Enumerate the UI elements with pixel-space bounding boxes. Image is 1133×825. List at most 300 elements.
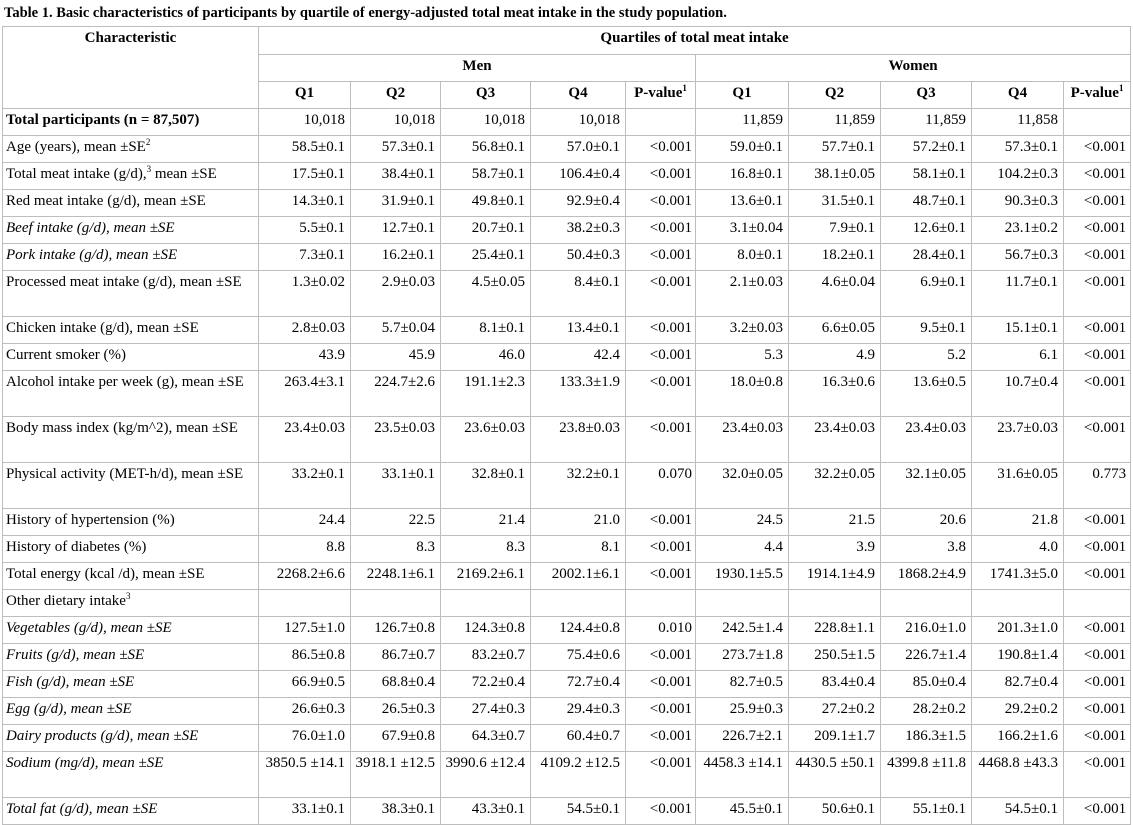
men-q1-cell: 33.2±0.1 — [259, 463, 351, 509]
women-pvalue-cell: <0.001 — [1064, 798, 1131, 825]
men-pvalue-cell — [626, 109, 696, 136]
women-pvalue-cell: <0.001 — [1064, 752, 1131, 798]
row-label-suffix: mean ±SE — [151, 166, 217, 182]
women-q3-cell: 32.1±0.05 — [881, 463, 972, 509]
men-q3-cell: 64.3±0.7 — [441, 725, 531, 752]
women-q2-cell: 57.7±0.1 — [789, 136, 881, 163]
men-q1-cell — [259, 590, 351, 617]
men-q4-cell: 92.9±0.4 — [531, 190, 626, 217]
men-q4-cell: 10,018 — [531, 109, 626, 136]
header-men-pvalue — [626, 82, 696, 109]
men-q1-cell: 23.4±0.03 — [259, 417, 351, 463]
header-women-q3: Q3 — [881, 82, 972, 109]
table-row — [3, 417, 1131, 463]
header-men: Men — [259, 55, 696, 82]
women-q2-cell: 250.5±1.5 — [789, 644, 881, 671]
women-q2-cell: 21.5 — [789, 509, 881, 536]
women-q1-cell: 82.7±0.5 — [696, 671, 789, 698]
row-label — [3, 536, 259, 563]
table-row — [3, 109, 1131, 136]
men-q3-cell: 8.1±0.1 — [441, 317, 531, 344]
men-q3-cell: 23.6±0.03 — [441, 417, 531, 463]
row-label-text: Total energy (kcal /d), mean ±SE — [6, 566, 205, 582]
women-pvalue-cell: <0.001 — [1064, 617, 1131, 644]
women-q4-cell: 1741.3±5.0 — [972, 563, 1064, 590]
women-pvalue-cell — [1064, 109, 1131, 136]
women-q4-cell: 4468.8 ±43.3 — [972, 752, 1064, 798]
women-pvalue-cell: <0.001 — [1064, 317, 1131, 344]
row-label — [3, 752, 259, 798]
row-label-text: Processed meat intake (g/d), mean ±SE — [6, 274, 242, 290]
women-q1-cell: 242.5±1.4 — [696, 617, 789, 644]
row-label — [3, 417, 259, 463]
women-q2-cell: 32.2±0.05 — [789, 463, 881, 509]
pvalue-footnote: 1 — [1118, 83, 1124, 93]
men-q3-cell: 83.2±0.7 — [441, 644, 531, 671]
men-pvalue-cell: <0.001 — [626, 344, 696, 371]
men-pvalue-cell: <0.001 — [626, 798, 696, 825]
men-q2-cell: 5.7±0.04 — [351, 317, 441, 344]
men-q2-cell: 26.5±0.3 — [351, 698, 441, 725]
men-pvalue-cell: <0.001 — [626, 317, 696, 344]
women-q1-cell: 1930.1±5.5 — [696, 563, 789, 590]
table-row — [3, 725, 1131, 752]
women-q2-cell: 1914.1±4.9 — [789, 563, 881, 590]
men-q4-cell: 2002.1±6.1 — [531, 563, 626, 590]
men-q2-cell: 10,018 — [351, 109, 441, 136]
women-q3-cell: 11,859 — [881, 109, 972, 136]
row-label — [3, 798, 259, 825]
women-q2-cell — [789, 590, 881, 617]
men-q2-cell: 57.3±0.1 — [351, 136, 441, 163]
table-row — [3, 536, 1131, 563]
women-q1-cell: 13.6±0.1 — [696, 190, 789, 217]
women-q3-cell: 3.8 — [881, 536, 972, 563]
row-label — [3, 190, 259, 217]
men-q3-cell: 46.0 — [441, 344, 531, 371]
row-footnote: 3 — [146, 164, 152, 174]
men-q3-cell: 49.8±0.1 — [441, 190, 531, 217]
men-q2-cell: 2248.1±6.1 — [351, 563, 441, 590]
women-q3-cell: 4399.8 ±11.8 — [881, 752, 972, 798]
women-q4-cell: 82.7±0.4 — [972, 671, 1064, 698]
table-row — [3, 617, 1131, 644]
women-q2-cell: 83.4±0.4 — [789, 671, 881, 698]
women-q3-cell: 85.0±0.4 — [881, 671, 972, 698]
table-row — [3, 563, 1131, 590]
men-pvalue-cell: <0.001 — [626, 725, 696, 752]
pvalue-label: P-value — [1070, 85, 1119, 101]
men-pvalue-cell: <0.001 — [626, 190, 696, 217]
men-q4-cell: 124.4±0.8 — [531, 617, 626, 644]
header-men-q4: Q4 — [531, 82, 626, 109]
men-q2-cell: 67.9±0.8 — [351, 725, 441, 752]
women-q3-cell: 186.3±1.5 — [881, 725, 972, 752]
row-label-text: Egg (g/d), mean ±SE — [6, 701, 132, 717]
men-q3-cell: 191.1±2.3 — [441, 371, 531, 417]
header-men-q2: Q2 — [351, 82, 441, 109]
table-row — [3, 463, 1131, 509]
row-label-text: Chicken intake (g/d), mean ±SE — [6, 320, 199, 336]
men-pvalue-cell: <0.001 — [626, 536, 696, 563]
header-men-q3: Q3 — [441, 82, 531, 109]
women-q2-cell: 4.9 — [789, 344, 881, 371]
women-q1-cell — [696, 590, 789, 617]
women-q2-cell: 11,859 — [789, 109, 881, 136]
men-pvalue-cell: <0.001 — [626, 417, 696, 463]
men-q1-cell: 2268.2±6.6 — [259, 563, 351, 590]
table-row — [3, 371, 1131, 417]
men-pvalue-cell: 0.010 — [626, 617, 696, 644]
men-q2-cell: 23.5±0.03 — [351, 417, 441, 463]
women-q3-cell: 28.2±0.2 — [881, 698, 972, 725]
row-label — [3, 217, 259, 244]
men-q4-cell: 72.7±0.4 — [531, 671, 626, 698]
women-q1-cell: 2.1±0.03 — [696, 271, 789, 317]
table-body — [3, 109, 1131, 825]
men-pvalue-cell: <0.001 — [626, 217, 696, 244]
men-q1-cell: 33.1±0.1 — [259, 798, 351, 825]
table-row — [3, 136, 1131, 163]
men-q3-cell: 8.3 — [441, 536, 531, 563]
women-q2-cell: 27.2±0.2 — [789, 698, 881, 725]
table-caption: Table 1. Basic characteristics of participants by quartile of energy-adjusted total meat intake in the study population. — [4, 5, 727, 21]
men-q3-cell: 3990.6 ±12.4 — [441, 752, 531, 798]
row-label — [3, 317, 259, 344]
men-q1-cell: 10,018 — [259, 109, 351, 136]
men-q3-cell: 58.7±0.1 — [441, 163, 531, 190]
women-q1-cell: 16.8±0.1 — [696, 163, 789, 190]
row-label — [3, 698, 259, 725]
men-q1-cell: 26.6±0.3 — [259, 698, 351, 725]
women-pvalue-cell: <0.001 — [1064, 217, 1131, 244]
men-q1-cell: 43.9 — [259, 344, 351, 371]
row-label — [3, 271, 259, 317]
men-q4-cell: 54.5±0.1 — [531, 798, 626, 825]
row-label — [3, 671, 259, 698]
men-q2-cell: 12.7±0.1 — [351, 217, 441, 244]
table-row — [3, 698, 1131, 725]
men-q2-cell: 16.2±0.1 — [351, 244, 441, 271]
men-q1-cell: 24.4 — [259, 509, 351, 536]
row-label — [3, 590, 259, 617]
men-q3-cell: 4.5±0.05 — [441, 271, 531, 317]
header-characteristic: Characteristic — [3, 27, 259, 109]
women-q3-cell: 1868.2±4.9 — [881, 563, 972, 590]
women-q3-cell: 55.1±0.1 — [881, 798, 972, 825]
men-q3-cell — [441, 590, 531, 617]
men-pvalue-cell: <0.001 — [626, 752, 696, 798]
women-q2-cell: 209.1±1.7 — [789, 725, 881, 752]
row-label-text: Fish (g/d), mean ±SE — [6, 674, 135, 690]
women-pvalue-cell: <0.001 — [1064, 163, 1131, 190]
women-pvalue-cell: <0.001 — [1064, 698, 1131, 725]
men-q2-cell: 22.5 — [351, 509, 441, 536]
row-footnote: 3 — [125, 591, 131, 601]
row-label — [3, 344, 259, 371]
men-q2-cell: 45.9 — [351, 344, 441, 371]
men-q1-cell: 76.0±1.0 — [259, 725, 351, 752]
men-pvalue-cell: <0.001 — [626, 271, 696, 317]
women-q1-cell: 23.4±0.03 — [696, 417, 789, 463]
row-label — [3, 617, 259, 644]
women-q1-cell: 8.0±0.1 — [696, 244, 789, 271]
men-pvalue-cell: <0.001 — [626, 163, 696, 190]
men-q3-cell: 124.3±0.8 — [441, 617, 531, 644]
men-q1-cell: 3850.5 ±14.1 — [259, 752, 351, 798]
men-q4-cell: 21.0 — [531, 509, 626, 536]
men-q1-cell: 66.9±0.5 — [259, 671, 351, 698]
women-pvalue-cell: <0.001 — [1064, 725, 1131, 752]
women-q1-cell: 5.3 — [696, 344, 789, 371]
row-label — [3, 644, 259, 671]
men-q4-cell: 106.4±0.4 — [531, 163, 626, 190]
men-q1-cell: 5.5±0.1 — [259, 217, 351, 244]
women-q4-cell: 23.1±0.2 — [972, 217, 1064, 244]
men-pvalue-cell: <0.001 — [626, 671, 696, 698]
men-pvalue-cell: <0.001 — [626, 136, 696, 163]
men-q3-cell: 2169.2±6.1 — [441, 563, 531, 590]
men-q3-cell: 27.4±0.3 — [441, 698, 531, 725]
men-q3-cell: 72.2±0.4 — [441, 671, 531, 698]
table-row — [3, 671, 1131, 698]
women-pvalue-cell: <0.001 — [1064, 244, 1131, 271]
men-q2-cell: 86.7±0.7 — [351, 644, 441, 671]
women-q3-cell: 5.2 — [881, 344, 972, 371]
men-q3-cell: 56.8±0.1 — [441, 136, 531, 163]
women-pvalue-cell: <0.001 — [1064, 644, 1131, 671]
women-q3-cell: 58.1±0.1 — [881, 163, 972, 190]
men-q2-cell — [351, 590, 441, 617]
men-pvalue-cell — [626, 590, 696, 617]
row-footnote: 2 — [145, 137, 151, 147]
men-pvalue-cell: <0.001 — [626, 644, 696, 671]
women-q4-cell: 11.7±0.1 — [972, 271, 1064, 317]
men-q4-cell: 29.4±0.3 — [531, 698, 626, 725]
men-q4-cell: 4109.2 ±12.5 — [531, 752, 626, 798]
men-q3-cell: 20.7±0.1 — [441, 217, 531, 244]
women-q3-cell: 48.7±0.1 — [881, 190, 972, 217]
women-q1-cell: 226.7±2.1 — [696, 725, 789, 752]
women-q4-cell: 4.0 — [972, 536, 1064, 563]
row-label-text: History of hypertension (%) — [6, 512, 175, 528]
women-q4-cell: 57.3±0.1 — [972, 136, 1064, 163]
women-q3-cell: 13.6±0.5 — [881, 371, 972, 417]
header-women: Women — [696, 55, 1131, 82]
table-row — [3, 271, 1131, 317]
women-pvalue-cell: <0.001 — [1064, 344, 1131, 371]
row-label-text: Fruits (g/d), mean ±SE — [6, 647, 145, 663]
women-q2-cell: 18.2±0.1 — [789, 244, 881, 271]
women-q3-cell: 216.0±1.0 — [881, 617, 972, 644]
men-q4-cell: 23.8±0.03 — [531, 417, 626, 463]
table-row — [3, 163, 1131, 190]
women-pvalue-cell: <0.001 — [1064, 509, 1131, 536]
characteristics-table — [2, 26, 1131, 825]
row-label-text: History of diabetes (%) — [6, 539, 147, 555]
women-q1-cell: 273.7±1.8 — [696, 644, 789, 671]
women-q3-cell: 9.5±0.1 — [881, 317, 972, 344]
row-label-text: Body mass index (kg/m^2), mean ±SE — [6, 420, 238, 436]
table-row — [3, 217, 1131, 244]
women-pvalue-cell: <0.001 — [1064, 371, 1131, 417]
men-q4-cell: 38.2±0.3 — [531, 217, 626, 244]
women-pvalue-cell: <0.001 — [1064, 536, 1131, 563]
women-q3-cell: 57.2±0.1 — [881, 136, 972, 163]
row-label — [3, 244, 259, 271]
women-q4-cell: 15.1±0.1 — [972, 317, 1064, 344]
women-q1-cell: 11,859 — [696, 109, 789, 136]
men-q2-cell: 33.1±0.1 — [351, 463, 441, 509]
men-q2-cell: 126.7±0.8 — [351, 617, 441, 644]
women-q2-cell: 4430.5 ±50.1 — [789, 752, 881, 798]
women-q1-cell: 25.9±0.3 — [696, 698, 789, 725]
men-q1-cell: 1.3±0.02 — [259, 271, 351, 317]
men-pvalue-cell: <0.001 — [626, 563, 696, 590]
row-label — [3, 371, 259, 417]
women-q1-cell: 24.5 — [696, 509, 789, 536]
women-q1-cell: 3.1±0.04 — [696, 217, 789, 244]
row-label-text: Vegetables (g/d), mean ±SE — [6, 620, 172, 636]
pvalue-footnote: 1 — [682, 83, 687, 93]
row-label-text: Current smoker (%) — [6, 347, 126, 363]
men-pvalue-cell: <0.001 — [626, 371, 696, 417]
women-q4-cell: 54.5±0.1 — [972, 798, 1064, 825]
women-q4-cell: 11,858 — [972, 109, 1064, 136]
men-q4-cell: 133.3±1.9 — [531, 371, 626, 417]
table-row — [3, 344, 1131, 371]
header-women-q1: Q1 — [696, 82, 789, 109]
women-q4-cell: 6.1 — [972, 344, 1064, 371]
women-q4-cell: 56.7±0.3 — [972, 244, 1064, 271]
women-q2-cell: 4.6±0.04 — [789, 271, 881, 317]
men-q4-cell: 32.2±0.1 — [531, 463, 626, 509]
table-row — [3, 590, 1131, 617]
row-label-text: Beef intake (g/d), mean ±SE — [6, 220, 175, 236]
men-q1-cell: 7.3±0.1 — [259, 244, 351, 271]
table-row — [3, 644, 1131, 671]
women-q4-cell: 90.3±0.3 — [972, 190, 1064, 217]
men-q3-cell: 32.8±0.1 — [441, 463, 531, 509]
men-q3-cell: 21.4 — [441, 509, 531, 536]
women-q2-cell: 23.4±0.03 — [789, 417, 881, 463]
women-pvalue-cell: <0.001 — [1064, 671, 1131, 698]
row-label-text: Total meat intake (g/d), — [6, 166, 147, 182]
women-q2-cell: 3.9 — [789, 536, 881, 563]
header-women-q4: Q4 — [972, 82, 1064, 109]
women-pvalue-cell: <0.001 — [1064, 136, 1131, 163]
women-q1-cell: 59.0±0.1 — [696, 136, 789, 163]
header-men-q1: Q1 — [259, 82, 351, 109]
men-q4-cell: 8.1 — [531, 536, 626, 563]
row-label-text: Pork intake (g/d), mean ±SE — [6, 247, 178, 263]
women-pvalue-cell: <0.001 — [1064, 417, 1131, 463]
men-pvalue-cell: <0.001 — [626, 698, 696, 725]
men-q2-cell: 38.3±0.1 — [351, 798, 441, 825]
women-q4-cell: 23.7±0.03 — [972, 417, 1064, 463]
men-q2-cell: 68.8±0.4 — [351, 671, 441, 698]
women-q3-cell — [881, 590, 972, 617]
women-q3-cell: 28.4±0.1 — [881, 244, 972, 271]
women-q1-cell: 18.0±0.8 — [696, 371, 789, 417]
men-q2-cell: 8.3 — [351, 536, 441, 563]
men-pvalue-cell: <0.001 — [626, 509, 696, 536]
header-quartiles: Quartiles of total meat intake — [259, 27, 1131, 55]
men-q1-cell: 17.5±0.1 — [259, 163, 351, 190]
women-q4-cell: 29.2±0.2 — [972, 698, 1064, 725]
women-q3-cell: 23.4±0.03 — [881, 417, 972, 463]
row-label — [3, 163, 259, 190]
row-label — [3, 463, 259, 509]
table-row — [3, 752, 1131, 798]
women-q4-cell — [972, 590, 1064, 617]
table-row — [3, 509, 1131, 536]
row-label — [3, 725, 259, 752]
women-q1-cell: 4458.3 ±14.1 — [696, 752, 789, 798]
women-q4-cell: 201.3±1.0 — [972, 617, 1064, 644]
header-women-pvalue — [1064, 82, 1131, 109]
men-q4-cell: 75.4±0.6 — [531, 644, 626, 671]
women-q4-cell: 10.7±0.4 — [972, 371, 1064, 417]
row-label-text: Red meat intake (g/d), mean ±SE — [6, 193, 206, 209]
women-q2-cell: 38.1±0.05 — [789, 163, 881, 190]
men-q1-cell: 127.5±1.0 — [259, 617, 351, 644]
men-q1-cell: 8.8 — [259, 536, 351, 563]
men-q4-cell: 50.4±0.3 — [531, 244, 626, 271]
men-q4-cell: 57.0±0.1 — [531, 136, 626, 163]
row-label-text: Sodium (mg/d), mean ±SE — [6, 755, 164, 771]
women-q4-cell: 21.8 — [972, 509, 1064, 536]
women-q1-cell: 45.5±0.1 — [696, 798, 789, 825]
men-q3-cell: 10,018 — [441, 109, 531, 136]
men-q1-cell: 2.8±0.03 — [259, 317, 351, 344]
women-q2-cell: 228.8±1.1 — [789, 617, 881, 644]
men-q4-cell: 13.4±0.1 — [531, 317, 626, 344]
women-pvalue-cell — [1064, 590, 1131, 617]
men-q1-cell: 58.5±0.1 — [259, 136, 351, 163]
row-label-text: Total participants (n = 87,507) — [6, 112, 200, 128]
men-q4-cell: 8.4±0.1 — [531, 271, 626, 317]
row-label-text: Total fat (g/d), mean ±SE — [6, 801, 158, 817]
women-q3-cell: 12.6±0.1 — [881, 217, 972, 244]
women-pvalue-cell: 0.773 — [1064, 463, 1131, 509]
men-q2-cell: 2.9±0.03 — [351, 271, 441, 317]
women-q1-cell: 4.4 — [696, 536, 789, 563]
women-pvalue-cell: <0.001 — [1064, 271, 1131, 317]
men-q1-cell: 263.4±3.1 — [259, 371, 351, 417]
men-q4-cell — [531, 590, 626, 617]
row-label — [3, 109, 259, 136]
women-q1-cell: 32.0±0.05 — [696, 463, 789, 509]
men-q3-cell: 43.3±0.1 — [441, 798, 531, 825]
women-q1-cell: 3.2±0.03 — [696, 317, 789, 344]
women-q4-cell: 190.8±1.4 — [972, 644, 1064, 671]
row-label-text: Alcohol intake per week (g), mean ±SE — [6, 374, 244, 390]
row-label-text: Age (years), mean ±SE — [6, 139, 146, 155]
women-q2-cell: 6.6±0.05 — [789, 317, 881, 344]
women-q3-cell: 226.7±1.4 — [881, 644, 972, 671]
women-q2-cell: 7.9±0.1 — [789, 217, 881, 244]
men-q1-cell: 86.5±0.8 — [259, 644, 351, 671]
women-q4-cell: 104.2±0.3 — [972, 163, 1064, 190]
row-label-text: Physical activity (MET-h/d), mean ±SE — [6, 466, 244, 482]
women-q3-cell: 6.9±0.1 — [881, 271, 972, 317]
men-q2-cell: 3918.1 ±12.5 — [351, 752, 441, 798]
pvalue-label: P-value — [634, 85, 683, 101]
row-label — [3, 509, 259, 536]
row-label — [3, 136, 259, 163]
men-q2-cell: 31.9±0.1 — [351, 190, 441, 217]
